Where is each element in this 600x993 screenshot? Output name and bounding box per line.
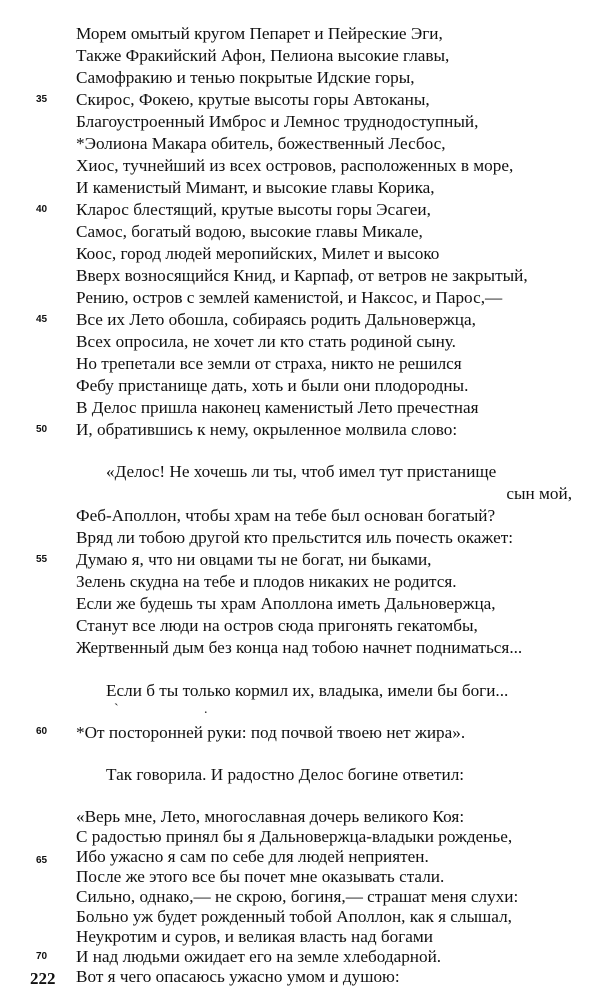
verse-line: Сильно, однако,— не скрою, богиня,— страшат меня слухи: <box>76 887 519 906</box>
verse-line: Станут все люди на остров сюда пригонять гекатомбы, <box>76 616 478 635</box>
verse-line: *От посторонней руки: под почвой твоею нет жира». <box>76 723 466 742</box>
verse-line: И, обратившись к нему, окрыленное молвила слово: <box>76 420 458 439</box>
verse-line: Вверх возносящийся Книд, и Карпаф, от ветров не закрытый, <box>76 266 528 285</box>
line-number: 50 <box>36 424 48 435</box>
verse-line: Феб-Аполлон, чтобы храм на тебе был основан богатый? <box>76 506 496 525</box>
stray-mark: ` <box>114 702 119 717</box>
verse-line: Также Фракийский Афон, Пелиона высокие главы, <box>76 46 450 65</box>
line-number: 45 <box>36 314 48 325</box>
verse-line: Вот я чего опасаюсь ужасно умом и душою: <box>76 967 400 986</box>
verse-line: Благоустроенный Имброс и Лемнос труднодоступный, <box>76 112 479 131</box>
verse-line: Всех опросила, не хочет ли кто стать родиной сыну. <box>76 332 456 351</box>
verse-line: Коос, город людей меропийских, Милет и высоко <box>76 244 440 263</box>
verse-line-continuation: сын мой, <box>506 484 572 503</box>
verse-line: Фебу пристанище дать, хоть и были они плодородны. <box>76 376 469 395</box>
verse-line: И над людьми ожидает его на земле хлебодарной. <box>76 947 442 966</box>
verse-line: Больно уж будет рожденный тобой Аполлон, как я слышал, <box>76 907 512 926</box>
line-number: 65 <box>36 855 48 866</box>
page-number: 222 <box>30 969 56 988</box>
verse-line: Рению, остров с землей каменистой, и Наксос, и Парос,— <box>76 288 503 307</box>
verse-line: Хиос, тучнейший из всех островов, расположенных в море, <box>76 156 514 175</box>
verse-line: «Верь мне, Лето, многославная дочерь великого Коя: <box>76 807 465 826</box>
verse-line: Думаю я, что ни овцами ты не богат, ни быками, <box>76 550 432 569</box>
verse-line: Морем омытый кругом Пепарет и Пейреские Эги, <box>76 24 443 43</box>
verse-line: Самофракию и тенью покрытые Идские горы, <box>76 68 415 87</box>
verse-line: *Эолиона Макара обитель, божественный Лесбос, <box>76 134 446 153</box>
verse-line: Вряд ли тобою другой кто прельстится иль почесть окажет: <box>76 528 513 547</box>
verse-line: Но трепетали все земли от страха, никто не решился <box>76 354 462 373</box>
verse-line: Самос, богатый водою, высокие главы Микале, <box>76 222 423 241</box>
verse-line: Все их Лето обошла, собираясь родить Дальновержца, <box>76 310 476 329</box>
verse-line: Так говорила. И радостно Делос богине ответил: <box>106 765 465 784</box>
verse-line: После же этого все бы почет мне оказывать стали. <box>76 867 445 886</box>
verse-line: В Делос пришла наконец каменистый Лето пречестная <box>76 398 479 417</box>
verse-line: Кларос блестящий, крутые высоты горы Эсагеи, <box>76 200 431 219</box>
verse-line: И каменистый Мимант, и высокие главы Корика, <box>76 178 435 197</box>
verse-line: С радостью принял бы я Дальновержца-владыки рожденье, <box>76 827 513 846</box>
verse-line: «Делос! Не хочешь ли ты, чтоб имел тут пристанище <box>106 462 497 481</box>
line-number: 40 <box>36 204 48 215</box>
line-number: 55 <box>36 554 48 565</box>
verse-line: Если б ты только кормил их, владыка, имели бы боги... <box>106 681 509 700</box>
verse-line: Зелень скудна на тебе и плодов никаких не родится. <box>76 572 457 591</box>
line-number: 70 <box>36 951 48 962</box>
line-number: 35 <box>36 94 48 105</box>
verse-line: Жертвенный дым без конца над тобою начнет подниматься... <box>76 638 523 657</box>
verse-line: Неукротим и суров, и великая власть над богами <box>76 927 433 946</box>
verse-line: Ибо ужасно я сам по себе для людей неприятен. <box>76 847 429 866</box>
verse-line: Если же будешь ты храм Аполлона иметь Дальновержца, <box>76 594 496 613</box>
stray-mark: . <box>204 702 208 717</box>
line-number: 60 <box>36 726 48 737</box>
verse-line: Скирос, Фокею, крутые высоты горы Автоканы, <box>76 90 430 109</box>
